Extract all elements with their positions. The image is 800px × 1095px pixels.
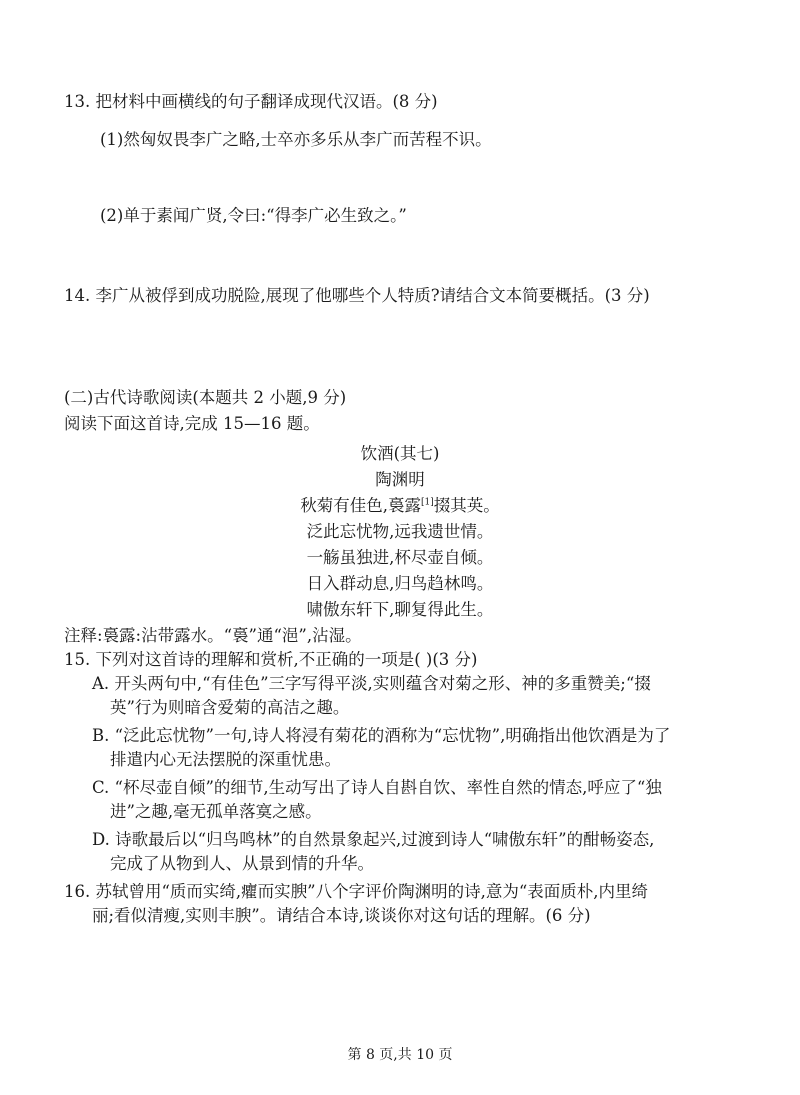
poem-author: 陶渊明 bbox=[375, 470, 425, 489]
option-d-line-1: D. 诗歌最后以“归鸟鸣林”的自然景象起兴,过渡到诗人“啸傲东轩”的酣畅姿态, bbox=[92, 830, 655, 849]
question-15-title: 15. 下列对这首诗的理解和赏析,不正确的一项是( )(3 分) bbox=[64, 650, 478, 669]
option-a-line-2: 英”行为则暗含爱菊的高洁之趣。 bbox=[110, 698, 350, 717]
poem-line-1-end: 掇其英。 bbox=[433, 496, 500, 515]
poem-title: 饮酒(其七) bbox=[360, 444, 440, 463]
poem-line-1-start: 秋菊有佳色,裛露 bbox=[300, 496, 421, 515]
option-c-line-2: 进”之趣,毫无孤单落寞之感。 bbox=[110, 802, 322, 821]
question-13-part-1: (1)然匈奴畏李广之略,士卒亦多乐从李广而苦程不识。 bbox=[100, 130, 492, 149]
question-13-part-2: (2)单于素闻广贤,令曰:“得李广必生致之。” bbox=[100, 206, 407, 225]
question-16-line-1: 16. 苏轼曾用“质而实绮,癯而实腴”八个字评价陶渊明的诗,意为“表面质朴,内里绮 bbox=[64, 882, 649, 901]
page-footer: 第 8 页,共 10 页 bbox=[347, 1047, 453, 1063]
option-d-line-2: 完成了从物到人、从景到情的升华。 bbox=[110, 854, 374, 873]
footnote-marker: [1] bbox=[421, 497, 434, 508]
poem-line-3: 一觞虽独进,杯尽壶自倾。 bbox=[306, 548, 494, 567]
poem-line-4: 日入群动息,归鸟趋林鸣。 bbox=[306, 574, 494, 593]
option-c-line-1: C. “杯尽壶自倾”的细节,生动写出了诗人自斟自饮、率性自然的情态,呼应了“独 bbox=[92, 778, 662, 797]
section-2-instruction: 阅读下面这首诗,完成 15—16 题。 bbox=[64, 414, 320, 433]
section-2-heading: (二)古代诗歌阅读(本题共 2 小题,9 分) bbox=[64, 388, 347, 407]
option-a-line-1: A. 开头两句中,“有佳色”三字写得平淡,实则蕴含对菊之形、神的多重赞美;“掇 bbox=[92, 674, 651, 693]
option-b-line-2: 排遣内心无法摆脱的深重忧患。 bbox=[110, 750, 341, 769]
poem-line-1 bbox=[0, 494, 800, 518]
poem-annotation: 注释:裛露:沾带露水。“裛”通“浥”,沾湿。 bbox=[64, 626, 362, 645]
poem-line-2: 泛此忘忧物,远我遗世情。 bbox=[306, 522, 494, 541]
question-16-line-2: 丽;看似清瘦,实则丰腴”。请结合本诗,谈谈你对这句话的理解。(6 分) bbox=[92, 906, 591, 925]
option-b-line-1: B. “泛此忘忧物”一句,诗人将浸有菊花的酒称为“忘忧物”,明确指出他饮酒是为了 bbox=[92, 726, 671, 745]
question-14-title: 14. 李广从被俘到成功脱险,展现了他哪些个人特质?请结合文本简要概括。(3 分) bbox=[64, 286, 650, 305]
poem-line-5: 啸傲东轩下,聊复得此生。 bbox=[306, 600, 494, 619]
question-13-title: 13. 把材料中画横线的句子翻译成现代汉语。(8 分) bbox=[64, 92, 438, 111]
